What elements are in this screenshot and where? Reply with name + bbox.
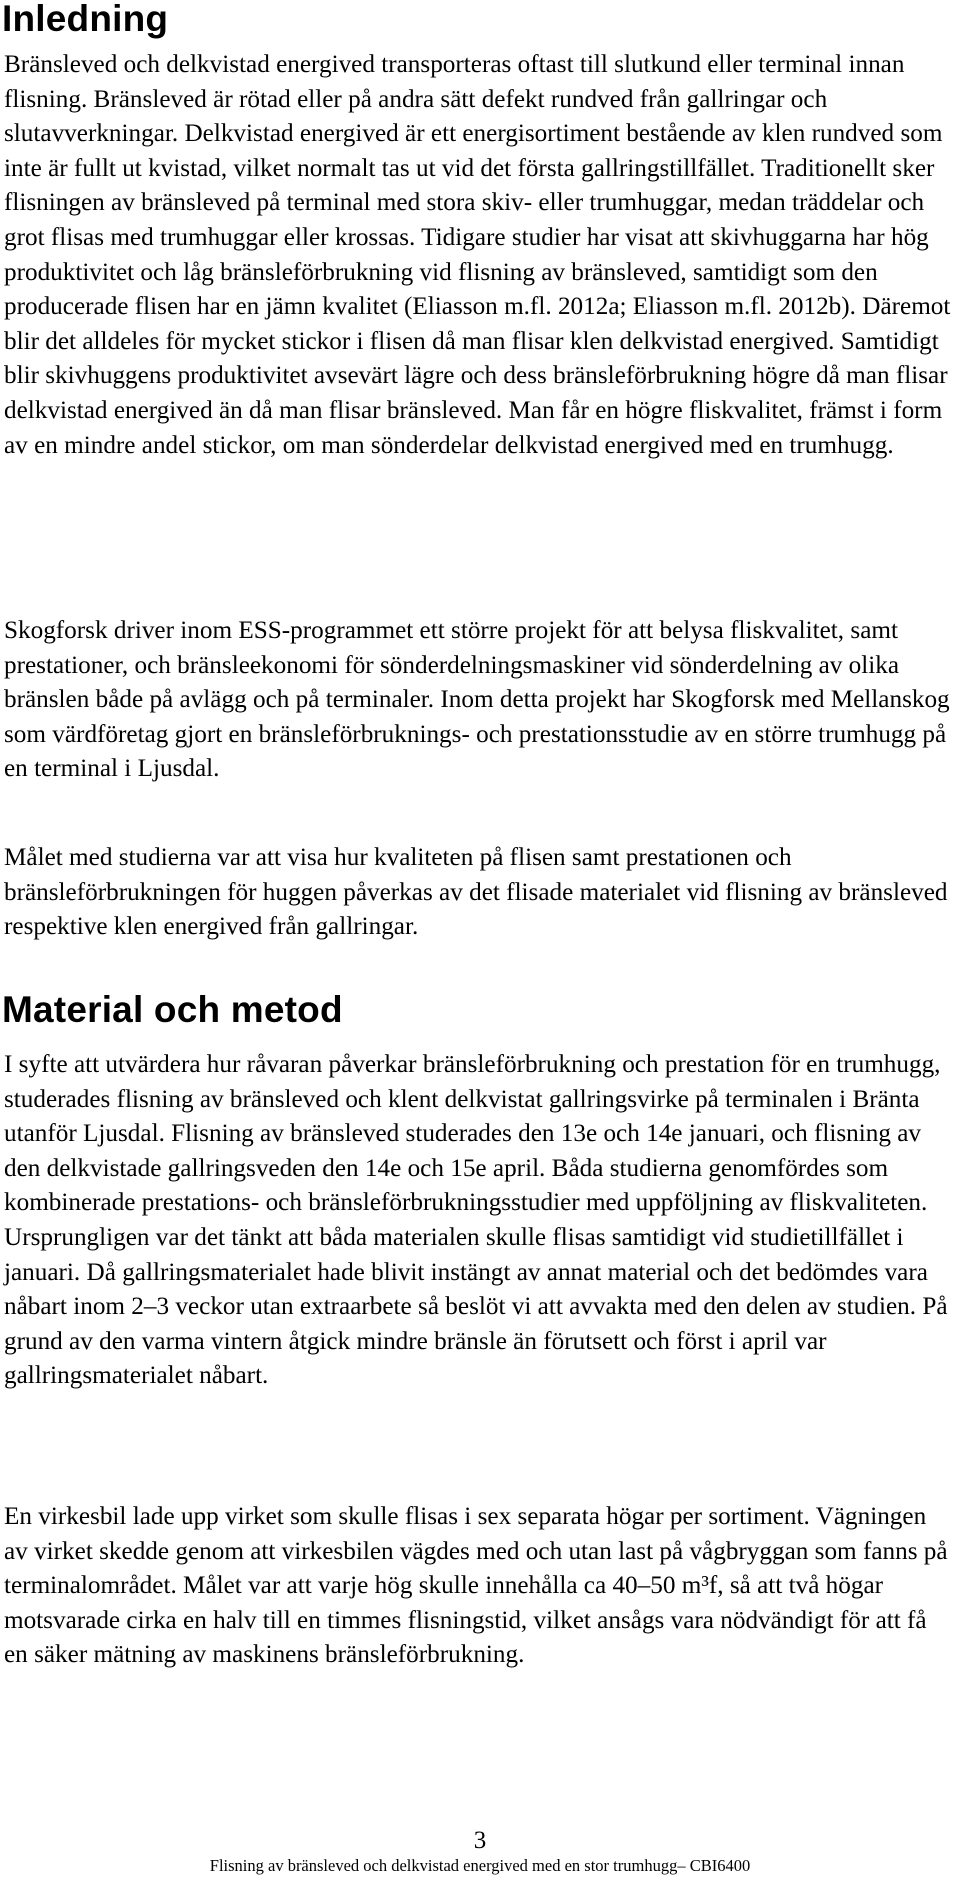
method-paragraph-1: I syfte att utvärdera hur råvaran påverkar bränsleförbrukning och prestation för en trumhugg, studerades flisning av bränsleved och klent delkvistat gallringsvirke på terminalen i Bränta utanför Ljusdal. Flisning av bränsleved studerades den 13e och 14e januari, och flisning av den delkvistade gallringsveden den 14e och 15e april. Båda studierna genomfördes som kombinerade prestations- och bränsleförbrukningsstudier med uppföljning av fliskvaliteten. Ursprungligen var det tänkt att båda materialen skulle flisas samtidigt vid studietillfället i januari. Då gallringsmaterialet hade blivit instängt av annat material och det bedömdes vara nåbart inom 2–3 veckor utan extraarbete så beslöt vi att avvakta med den delen av studien. På grund av den varma vintern åtgick mindre bränsle än förutsett och först i april var gallringsmaterialet nåbart. bbox=[4, 1051, 948, 1390]
intro-paragraph-2: Skogforsk driver inom ESS-programmet ett större projekt för att belysa fliskvalitet, samt prestationer, och bränsleekonomi för sönderdelningsmaskiner vid sönderdelning av olika bränslen både på avlägg och på terminaler. Inom detta projekt har Skogforsk med Mellanskog som värdföretag gjort en bränsleförbruknings- och prestationsstudie av en större trumhugg på en terminal i Ljusdal. bbox=[4, 617, 950, 783]
intro-paragraph-1: Bränsleved och delkvistad energived transporteras oftast till slutkund eller terminal innan flisning. Bränsleved är rötad eller på andra sätt defekt rundved från gallringar och slutavverkningar. Delkvistad energived är ett energisortiment bestående av klen rundved som inte är fullt ut kvistad, vilket normalt tas ut vid det första gallringstillfället. Traditionellt sker flisningen av bränsleved på terminal med stora skiv- eller trumhuggar, medan träddelar och grot flisas med trumhuggar eller krossas. Tidigare studier har visat att skivhuggarna har hög produktivitet och låg bränsleförbrukning vid flisning av bränsleved, samtidigt som den producerade flisen har en jämn kvalitet (Eliasson m.fl. 2012a; Eliasson m.fl. 2012b). Däremot blir det alldeles för mycket stickor i flisen då man flisar klen delkvistad energived. Samtidigt blir skivhuggens produktivitet avsevärt lägre och dess bränsleförbrukning högre då man flisar delkvistad energived än då man flisar bränsleved. Man får en högre fliskvalitet, främst i form av en mindre andel stickor, om man sönderdelar delkvistad energived med en trumhugg. bbox=[4, 51, 951, 459]
section-heading-intro: Inledning bbox=[2, 0, 169, 39]
page-footer: Flisning av bränsleved och delkvistad energived med en stor trumhugg– CBI6400 bbox=[209, 1856, 751, 1875]
page-number: 3 bbox=[473, 1827, 487, 1854]
intro-paragraph-3: Målet med studierna var att visa hur kvaliteten på flisen samt prestationen och bränsleförbrukningen för huggen påverkas av det flisade materialet vid flisning av bränsleved respektive klen energived från gallringar. bbox=[4, 844, 948, 941]
method-paragraph-2: En virkesbil lade upp virket som skulle flisas i sex separata högar per sortiment. Vägningen av virket skedde genom att virkesbilen vägdes med och utan last på vågbryggan som fanns på terminalområdet. Målet var att varje hög skulle innehålla ca 40–50 m³f, så att två högar motsvarade cirka en halv till en timmes flisningstid, vilket ansågs vara nödvändigt för att få en säker mätning av maskinens bränsleförbrukning. bbox=[4, 1503, 948, 1669]
section-heading-method: Material och metod bbox=[2, 989, 343, 1030]
